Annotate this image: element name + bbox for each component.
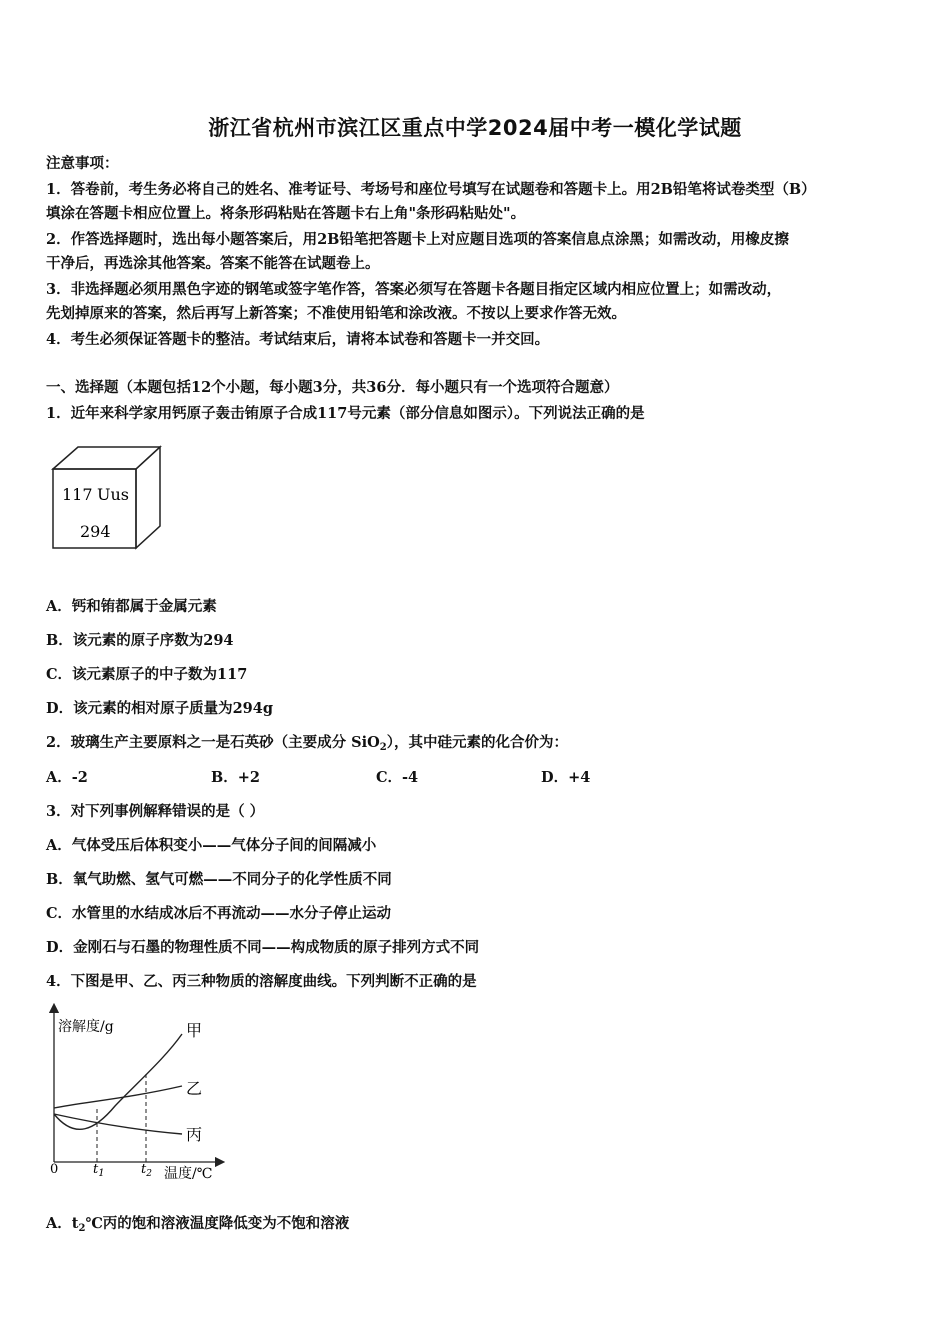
q3-option-b: B．氧气助燃、氢气可燃——不同分子的化学性质不同 xyxy=(46,871,392,888)
x-tick-t2: $t_2$ xyxy=(141,1162,152,1179)
solubility-chart xyxy=(40,1002,230,1188)
series-yi-label: 乙 xyxy=(186,1079,203,1098)
q3-option-d: D．金刚石与石墨的物理性质不同——构成物质的原子排列方式不同 xyxy=(46,939,480,956)
series-jia-label: 甲 xyxy=(186,1021,203,1040)
notice-line: 3．非选择题必须用黑色字迹的钢笔或签字笔作答，答案必须写在答题卡各题目指定区域内相应位置上；如需改动， xyxy=(46,281,782,298)
question-2-stem: 2．玻璃生产主要原料之一是石英砂（主要成分 SiO$_2$），其中硅元素的化合价为： xyxy=(46,734,568,753)
q1-option-b: B．该元素的原子序数为294 xyxy=(46,632,234,649)
notice-line: 干净后，再选涂其他答案。答案不能答在试题卷上。 xyxy=(46,255,380,272)
q2-option-c: C．-4 xyxy=(376,769,419,786)
element-number: 117 xyxy=(62,485,93,504)
q3-option-c: C．水管里的水结成冰后不再流动——水分子停止运动 xyxy=(46,905,392,922)
x-axis-label: 温度/℃ xyxy=(164,1166,213,1182)
question-3-stem: 3．对下列事例解释错误的是（ ） xyxy=(46,803,265,820)
q2-option-d: D．+4 xyxy=(541,769,591,786)
series-yi-curve xyxy=(54,1086,182,1108)
notice-heading: 注意事项： xyxy=(46,155,119,172)
q1-option-d: D．该元素的相对原子质量为294g xyxy=(46,700,273,717)
y-axis-label: 溶解度/g xyxy=(58,1019,114,1035)
element-cube-figure xyxy=(50,444,165,554)
notice-line: 先划掉原来的答案，然后再写上新答案；不准使用铅笔和涂改液。不按以上要求作答无效。 xyxy=(46,305,626,322)
q2-option-a: A．-2 xyxy=(46,769,88,786)
x-tick-t2-sub: 2 xyxy=(146,1169,152,1179)
q4-option-a: A．$t_2℃$丙的饱和溶液温度降低变为不饱和溶液 xyxy=(46,1215,350,1234)
section-heading: 一、选择题（本题包括12个小题，每小题3分，共36分．每小题只有一个选项符合题意） xyxy=(46,379,619,396)
q1-option-a: A．钙和铕都属于金属元素 xyxy=(46,598,217,615)
notice-line: 4．考生必须保证答题卡的整洁。考试结束后，请将本试卷和答题卡一并交回。 xyxy=(46,331,550,348)
notice-line: 2．作答选择题时，选出每小题答案后，用2B铅笔把答题卡上对应题目选项的答案信息点涂黑；如需改动，用橡皮擦 xyxy=(46,231,789,248)
x-tick-t1: $t_1$ xyxy=(93,1162,105,1179)
series-bing-label: 丙 xyxy=(186,1125,203,1144)
question-4-stem: 4．下图是甲、乙、丙三种物质的溶解度曲线。下列判断不正确的是 xyxy=(46,973,477,990)
notice-line: 填涂在答题卡相应位置上。将条形码粘贴在答题卡右上角"条形码粘贴处"。 xyxy=(46,205,526,222)
series-jia-curve xyxy=(54,1034,182,1129)
element-mass: 294 xyxy=(80,522,111,541)
q2-option-b: B．+2 xyxy=(211,769,260,786)
notice-line: 1．答卷前，考生务必将自己的姓名、准考证号、考场号和座位号填写在试题卷和答题卡上。用2B铅笔将试卷类型（B） xyxy=(46,181,816,198)
series-bing-curve xyxy=(54,1114,182,1134)
q1-option-c: C．该元素原子的中子数为117 xyxy=(46,666,248,683)
question-1-stem: 1．近年来科学家用钙原子轰击铕原子合成117号元素（部分信息如图示）。下列说法正确的是 xyxy=(46,405,645,422)
page-title: 浙江省杭州市滨江区重点中学2024届中考一模化学试题 xyxy=(208,116,742,140)
q3-option-a: A．气体受压后体积变小——气体分子间的间隔减小 xyxy=(46,837,377,854)
origin-label: 0 xyxy=(50,1162,59,1177)
element-symbol: Uus xyxy=(97,485,129,504)
